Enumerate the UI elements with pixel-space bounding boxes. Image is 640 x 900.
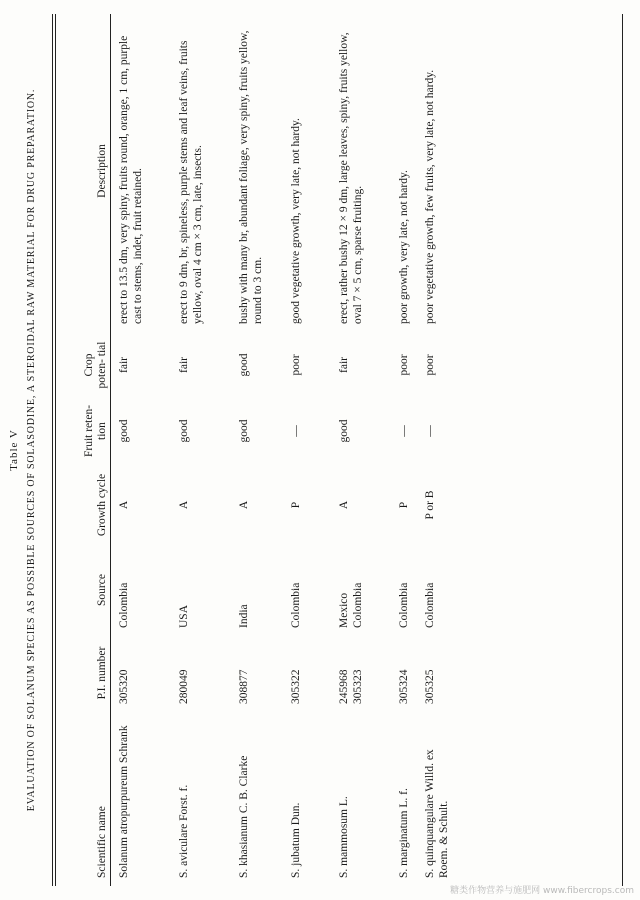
cell-fruit-retention: good: [238, 419, 250, 443]
cell-growth-cycle: A: [178, 500, 190, 510]
cell-growth-cycle: P: [398, 501, 410, 509]
header-description: Description: [95, 144, 108, 198]
cell-growth-cycle: A: [118, 500, 130, 510]
cell-crop-potential: poor: [424, 354, 436, 376]
cell-fruit-retention: good: [178, 419, 190, 443]
table-caption: EVALUATION OF SOLANUM SPECIES AS POSSIBLE SOURCES OF SOLASODINE, A STEROIDAL RAW MATERIAL FOR DRUG PREPARATION.: [26, 88, 37, 812]
cell-fruit-retention: —: [290, 425, 302, 437]
cell-growth-cycle: A: [338, 500, 350, 510]
cell-crop-potential: good: [238, 353, 250, 377]
cell-scientific-name: S. quinquangulare Willd. ex Roem. & Schult.: [424, 749, 450, 878]
cell-crop-potential: poor: [398, 354, 410, 376]
header-fruit-retention: Fruit reten- tion: [83, 404, 108, 458]
cell-description: poor growth, very late, not hardy.: [398, 170, 410, 324]
cell-crop-potential: fair: [178, 357, 190, 373]
table-title: Table V: [8, 429, 20, 471]
cell-pi-number: 308877: [238, 669, 250, 704]
cell-fruit-retention: good: [118, 419, 130, 443]
cell-fruit-retention: —: [424, 425, 436, 437]
cell-description: poor vegetative growth, few fruits, very late, not hardy.: [424, 69, 436, 324]
cell-source: USA: [178, 604, 190, 628]
cell-pi-number: 305324: [398, 669, 410, 704]
cell-scientific-name: S. marginatum L. f.: [398, 788, 410, 878]
cell-pi-number: 305322: [290, 669, 302, 704]
header-crop-potential: Crop poten- tial: [83, 341, 108, 389]
cell-scientific-name: S. khasianum C. B. Clarke: [238, 755, 250, 878]
cell-description: erect, rather bushy 12 × 9 dm, large leaves, spiny, fruits yellow, oval 7 × 5 cm, sparse fruiting.: [338, 32, 364, 324]
cell-pi-number: 280049: [178, 669, 190, 704]
watermark: 糖类作物营养与施肥网 www.fibercrops.com: [450, 886, 634, 896]
cell-crop-potential: fair: [338, 357, 350, 373]
cell-scientific-name: S. mammosum L.: [338, 796, 350, 878]
cell-source: India: [238, 604, 250, 628]
cell-description: bushy with many br, abundant foliage, very spiny, fruits yellow, round to 3 cm.: [238, 30, 264, 324]
cell-scientific-name: S. aviculare Forst. f.: [178, 784, 190, 878]
header-rule: [110, 14, 111, 886]
cell-fruit-retention: —: [398, 425, 410, 437]
header-pi-number: P.I. number: [95, 646, 108, 700]
header-scientific-name: Scientific name: [95, 806, 108, 878]
cell-scientific-name: Solanum atropurpureum Schrank: [118, 725, 130, 878]
cell-source: Colombia: [118, 582, 130, 628]
bottom-rule: [622, 14, 623, 886]
top-rule-double: [55, 14, 56, 886]
cell-pi-number: 305325: [424, 669, 436, 704]
cell-source: Colombia: [290, 582, 302, 628]
cell-crop-potential: poor: [290, 354, 302, 376]
top-rule: [52, 14, 53, 886]
cell-fruit-retention: good: [338, 419, 350, 443]
cell-source: Colombia: [398, 582, 410, 628]
cell-pi-number: 305320: [118, 669, 130, 704]
header-growth-cycle: Growth cycle: [95, 473, 108, 537]
cell-source: Mexico Colombia: [338, 582, 364, 628]
cell-growth-cycle: A: [238, 500, 250, 510]
cell-pi-number: 245968 305323: [338, 669, 364, 704]
cell-description: erect to 13.5 dm, very spiny, fruits round, orange, 1 cm, purple cast to stems, indet, fruit retained.: [118, 35, 144, 324]
cell-description: erect to 9 dm, br, spineless, purple stems and leaf veins, fruits yellow, oval 4 cm × 3 cm, late, insects.: [178, 40, 204, 324]
cell-growth-cycle: P: [290, 501, 302, 509]
cell-source: Colombia: [424, 582, 436, 628]
cell-description: good vegetative growth, very late, not hardy.: [290, 118, 302, 324]
cell-crop-potential: fair: [118, 357, 130, 373]
cell-growth-cycle: P or B: [424, 490, 436, 520]
cell-scientific-name: S. jubatum Dun.: [290, 802, 302, 878]
header-source: Source: [95, 574, 108, 606]
